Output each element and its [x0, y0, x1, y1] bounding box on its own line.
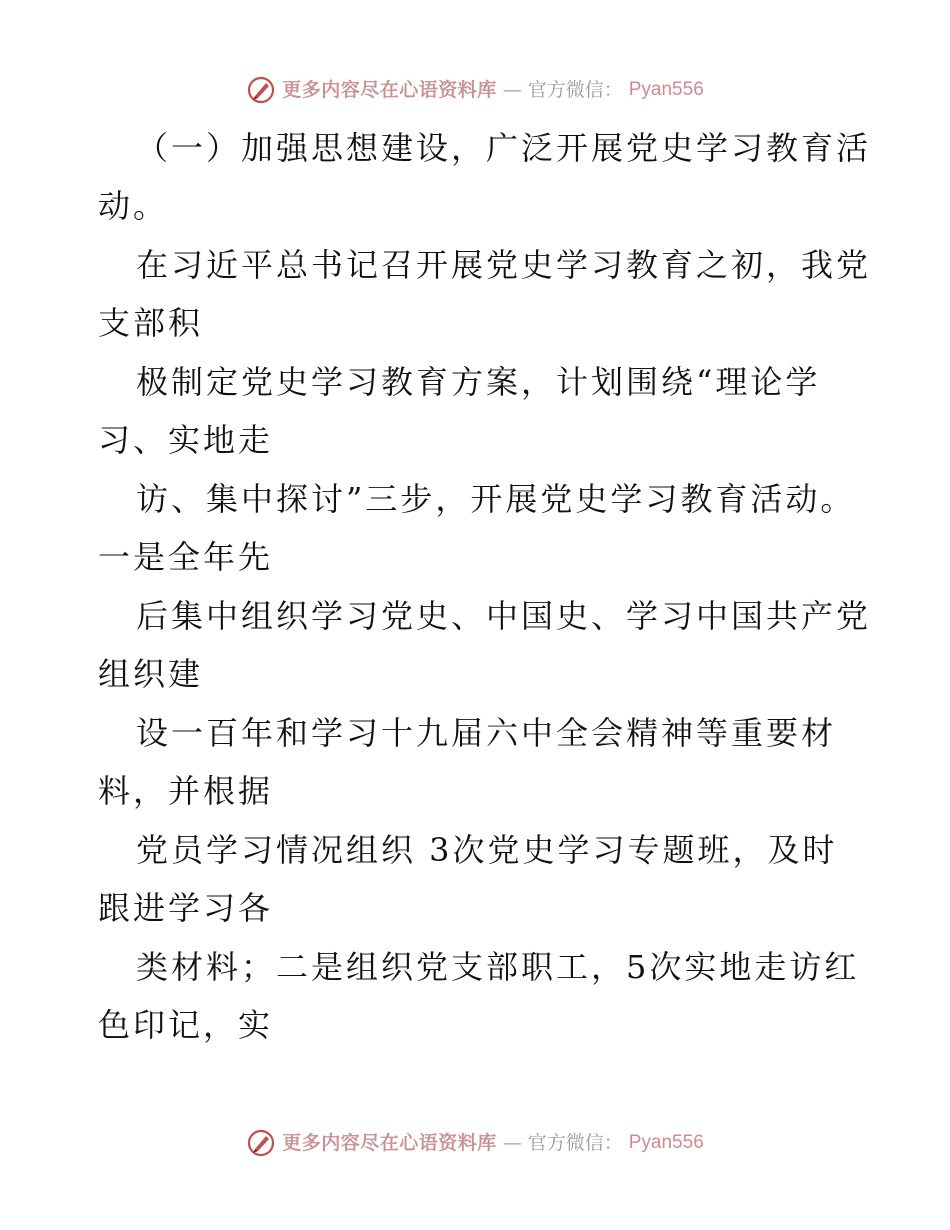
text-line: 极制定党史学习教育方案，计划围绕“理论学 [136, 363, 821, 401]
watermark-text: 更多内容尽在心语资料库 [282, 1132, 497, 1154]
pen-circle-logo-icon [246, 75, 276, 105]
text-line: 党员学习情况组织 3次党史学习专题班，及时 [136, 831, 838, 869]
text-line: 色印记，实 [98, 1006, 274, 1044]
watermark-dash: — [502, 1132, 522, 1154]
watermark-dash: — [502, 79, 522, 101]
text-line: 在习近平总书记召开展党史学习教育之初，我党 [136, 246, 872, 284]
text-line: 后集中组织学习党史、中国史、学习中国共产党 [136, 597, 872, 635]
text-line: 料，并根据 [98, 772, 274, 810]
section-heading: （一）加强思想建设，广泛开展党史学习教育活 [136, 129, 872, 167]
watermark-footer [0, 1128, 950, 1158]
watermark-wechat-id: Pyan556 [628, 1132, 704, 1153]
watermark-header [0, 75, 950, 105]
text-line: 支部积 [98, 304, 204, 342]
text-line: 跟进学习各 [98, 889, 274, 927]
text-line: 组织建 [98, 655, 204, 693]
text-line: 动。 [98, 187, 169, 225]
text-line: 访、集中探讨”三步，开展党史学习教育活动。 [136, 480, 856, 518]
text-line: 设一百年和学习十九届六中全会精神等重要材 [136, 714, 837, 752]
watermark-text: 更多内容尽在心语资料库 [282, 79, 497, 101]
watermark-official-label: 官方微信： [527, 79, 623, 101]
watermark-official-label: 官方微信： [527, 1132, 623, 1154]
text-line: 类材料；二是组织党支部职工，5次实地走访红 [136, 948, 860, 986]
watermark-wechat-id: Pyan556 [628, 79, 704, 100]
text-line: 习、实地走 [98, 421, 274, 459]
pen-circle-logo-icon [246, 1128, 276, 1158]
text-line: 一是全年先 [98, 538, 274, 576]
